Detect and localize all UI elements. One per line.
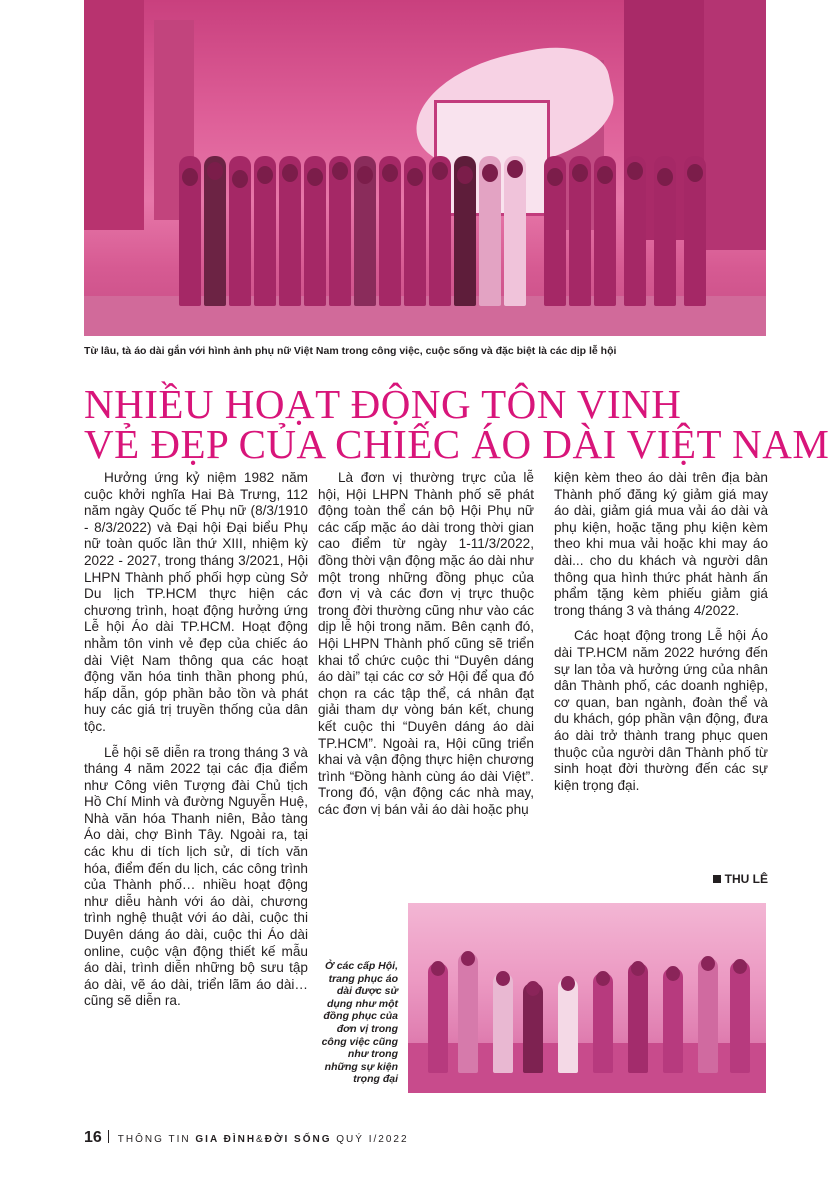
paragraph: Hưởng ứng kỷ niệm 1982 năm cuộc khởi nghĩa Hai Bà Trưng, 112 năm ngày Quốc tế Phụ nữ (8/3/1910 - 8/3/2022) và Đại hội Đại biểu Phụ nữ toàn quốc lần thứ XIII, nhiệm kỳ 2022 - 2027, trong tháng 3/2021, Hội LHPN Thành phố phối hợp cùng Sở Du lịch TP.HCM thực hiện các chương trình, hoạt động hưởng ứng Lễ hội Áo dài TP.HCM. Hoạt động nhằm tôn vinh vẻ đẹp của chiếc áo dài Việt Nam thông qua các hoạt động văn hóa tinh thần phong phú, hấp dẫn, góp phần bảo tồn và phát huy các giá trị truyền thống của dân tộc. xyxy=(84,470,308,734)
article-column-3 xyxy=(554,470,768,803)
author-byline xyxy=(650,872,768,886)
page-footer xyxy=(84,1129,784,1147)
bottom-photo-caption: Ở các cấp Hội, trang phục áo dài được sử dụng như một đồng phục của đơn vị trong công việc cũng như trong những sự kiện trọng đại xyxy=(321,960,398,1086)
magazine-bold-1: GIA ĐÌNH xyxy=(195,1134,257,1145)
footer-divider xyxy=(108,1130,109,1143)
article-column-2 xyxy=(318,470,534,827)
magazine-prefix: THÔNG TIN xyxy=(117,1134,191,1145)
top-photo xyxy=(84,0,766,336)
paragraph: Các hoạt động trong Lễ hội Áo dài TP.HCM năm 2022 hướng đến sự lan tỏa và hưởng ứng của nhân dân Thành phố, các doanh nghiệp, cơ quan, ban ngành, đoàn thể và du khách, góp phần vận động, đưa áo dài trở thành trang phục quen thuộc của người dân Thành phố từ sinh hoạt đời thường đến các sự kiện trọng đại. xyxy=(554,628,768,793)
paragraph: Là đơn vị thường trực của lễ hội, Hội LHPN Thành phố sẽ phát động toàn thể cán bộ Hội Phụ nữ các cấp mặc áo dài trong thời gian cao điểm từ ngày 1-11/3/2022, đồng thời vận động mặc áo dài như một trong những đồng phục của đơn vị và các đơn vị trực thuộc trong đời thường cũng như vào các dịp lễ hội trong năm. Bên cạnh đó, Hội LHPN Thành phố cũng sẽ triển khai tổ chức cuộc thi “Duyên dáng áo dài” tại các cơ sở Hội để qua đó chọn ra các tập thể, cá nhân đạt giải tham dự vòng bán kết, chung kết cuộc thi “Duyên dáng áo dài TP.HCM”. Ngoài ra, Hội cũng triển khai và vận động thực hiện chương trình “Đồng hành cùng áo dài Việt”. Trong đó, vận động các nhà may, các đơn vị bán vải áo dài hoặc phụ xyxy=(318,470,534,817)
article-headline xyxy=(84,381,830,467)
author-name: THU LÊ xyxy=(724,872,768,886)
page-number: 16 xyxy=(84,1129,102,1146)
headline-line-2: VẺ ĐẸP CỦA CHIẾC ÁO DÀI VIỆT NAM xyxy=(84,421,830,467)
magazine-name xyxy=(118,1134,409,1145)
paragraph: Lễ hội sẽ diễn ra trong tháng 3 và tháng 4 năm 2022 tại các địa điểm như Công viên Tượng đài Chủ tịch Hồ Chí Minh và đường Nguyễn Huệ, Nhà văn hóa Thanh niên, Bảo tàng Áo dài, chợ Bình Tây. Ngoài ra, tại các khu di tích lịch sử, di tích văn hóa, điểm đến du lịch, các công trình của Thành phố… nhiều hoạt động như diễu hành với áo dài, chương trình nghệ thuật với áo dài, cuộc thi Duyên dáng áo dài, cuộc thi Áo dài online, cuộc vận động thiết kế mẫu áo dài, trình diễn những bộ sưu tập áo dài, vẽ áo dài, triển lãm áo dài… cũng sẽ diễn ra. xyxy=(84,744,308,1009)
magazine-issue: QUÝ I/2022 xyxy=(336,1134,409,1145)
paragraph: kiện kèm theo áo dài trên địa bàn Thành phố đăng ký giảm giá may áo dài, giảm giá mua vải áo dài và phụ kiện, hoặc tặng phụ kiện kèm theo khi mua vải hoặc khi may áo dài... cho du khách và người dân thông qua hình thức phát hành ấn phẩm tặng kèm phiếu giảm giá trong tháng 3 và tháng 4/2022. xyxy=(554,470,768,618)
bottom-photo xyxy=(408,903,766,1093)
magazine-ampersand: & xyxy=(256,1134,265,1145)
square-bullet-icon xyxy=(713,875,721,883)
magazine-bold-2: ĐỜI SỐNG xyxy=(264,1134,332,1145)
headline-line-1: NHIỀU HOẠT ĐỘNG TÔN VINH xyxy=(84,381,682,427)
article-column-1 xyxy=(84,470,308,1019)
top-photo-caption: Từ lâu, tà áo dài gắn với hình ảnh phụ nữ Việt Nam trong công việc, cuộc sống và đặc biệt là các dịp lễ hội xyxy=(84,345,617,357)
